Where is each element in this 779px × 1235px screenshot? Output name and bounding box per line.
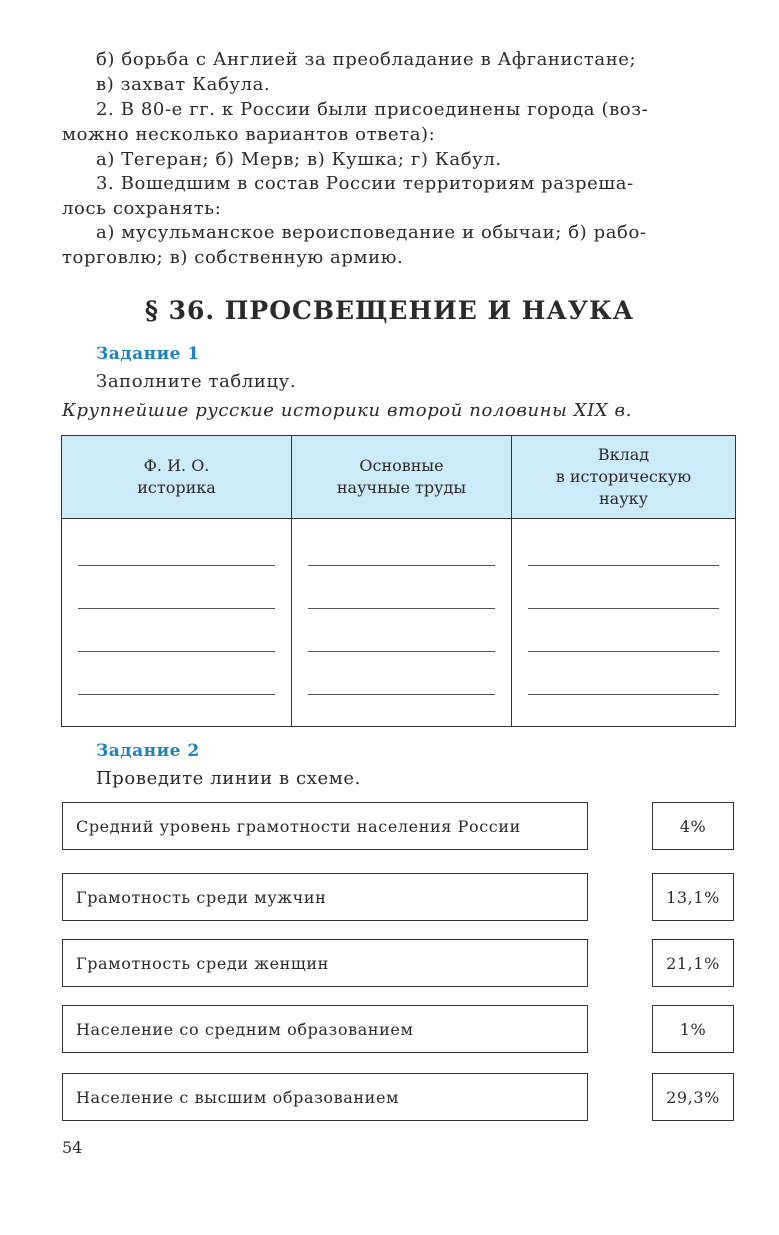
scheme-value-5[interactable]: 29,3% xyxy=(652,1073,734,1121)
scheme-value-3[interactable]: 21,1% xyxy=(652,939,734,987)
intro-line-2: в) захват Кабула. xyxy=(96,74,271,95)
header-name-line-1: Ф. И. О. xyxy=(143,456,210,475)
scheme-value-2[interactable]: 13,1% xyxy=(652,873,734,921)
scheme-value-1[interactable]: 4% xyxy=(652,802,734,850)
section-title: § 36. ПРОСВЕЩЕНИЕ И НАУКА xyxy=(144,296,635,325)
header-name-line-2: историка xyxy=(137,478,216,497)
answer-line xyxy=(308,651,495,652)
header-name xyxy=(62,436,292,519)
answer-line xyxy=(308,565,495,566)
intro-line-4: можно несколько вариантов ответа): xyxy=(62,124,436,145)
intro-line-7: лось сохранять: xyxy=(62,198,222,219)
intro-line-5: а) Тегеран; б) Мерв; в) Кушка; г) Кабул. xyxy=(96,149,502,170)
answer-cell-contribution[interactable] xyxy=(512,519,736,727)
answer-line xyxy=(308,608,495,609)
scheme-item-literacy-average[interactable]: Средний уровень грамотности населения России xyxy=(62,802,588,850)
table-caption: Крупнейшие русские историки второй половины XIX в. xyxy=(62,400,632,421)
intro-line-8: а) мусульманское вероисповедание и обычаи; б) рабо- xyxy=(96,222,647,243)
answer-line xyxy=(308,694,495,695)
page-number: 54 xyxy=(62,1138,83,1157)
header-works-line-1: Основные xyxy=(359,456,444,475)
scheme-item-literacy-men[interactable]: Грамотность среди мужчин xyxy=(62,873,588,921)
answer-line xyxy=(78,608,275,609)
answer-line xyxy=(528,694,719,695)
task2-title: Задание 2 xyxy=(96,741,200,761)
answer-line xyxy=(78,694,275,695)
answer-line xyxy=(528,565,719,566)
header-contribution-line-1: Вклад xyxy=(597,445,650,464)
answer-line xyxy=(78,651,275,652)
table-answer-row xyxy=(62,519,736,727)
header-works-line-2: научные труды xyxy=(336,478,467,497)
task1-title: Задание 1 xyxy=(96,344,200,364)
header-contribution xyxy=(512,436,736,519)
intro-line-3: 2. В 80-е гг. к России были присоединены города (воз- xyxy=(96,99,649,120)
table-header-row xyxy=(62,436,736,519)
intro-line-1: б) борьба с Англией за преобладание в Афганистане; xyxy=(96,49,637,70)
intro-line-6: 3. Вошедшим в состав России территориям разреша- xyxy=(96,173,634,194)
answer-line xyxy=(78,565,275,566)
task2-instruction: Проведите линии в схеме. xyxy=(96,768,361,789)
header-contribution-line-3: науку xyxy=(598,489,649,508)
scheme-item-literacy-women[interactable]: Грамотность среди женщин xyxy=(62,939,588,987)
header-contribution-line-2: в историческую xyxy=(555,467,692,486)
scheme-value-4[interactable]: 1% xyxy=(652,1005,734,1053)
answer-line xyxy=(528,651,719,652)
scheme-item-higher-education[interactable]: Население с высшим образованием xyxy=(62,1073,588,1121)
task1-instruction: Заполните таблицу. xyxy=(96,371,297,392)
scheme-item-secondary-education[interactable]: Население со средним образованием xyxy=(62,1005,588,1053)
answer-cell-name[interactable] xyxy=(62,519,292,727)
answer-cell-works[interactable] xyxy=(292,519,512,727)
historians-table xyxy=(61,435,736,727)
answer-line xyxy=(528,608,719,609)
intro-line-9: торговлю; в) собственную армию. xyxy=(62,247,404,268)
header-works xyxy=(292,436,512,519)
